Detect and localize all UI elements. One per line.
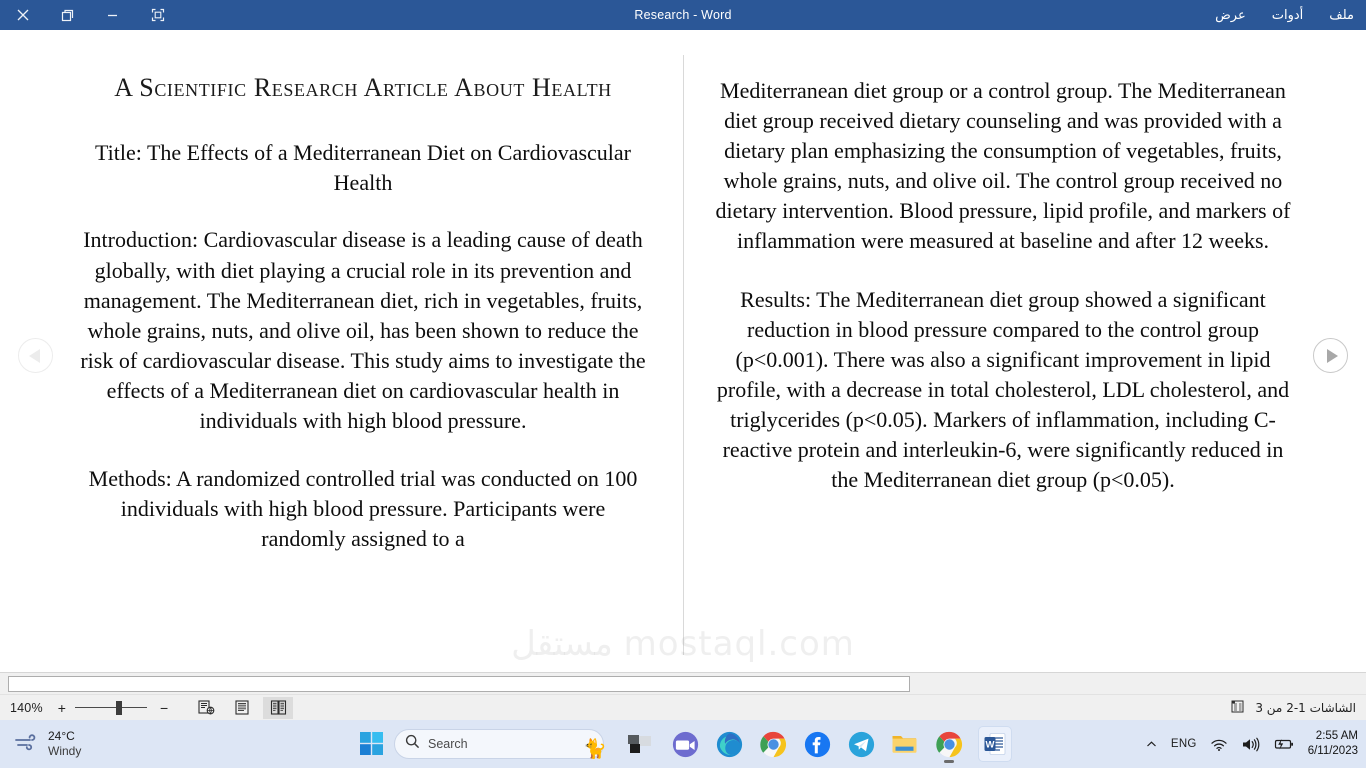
volume-icon[interactable] [1241, 737, 1260, 752]
windows-taskbar [0, 720, 1366, 768]
view-mode-buttons [191, 697, 293, 719]
document-canvas[interactable] [0, 30, 1366, 672]
window-title: Research - Word [634, 8, 732, 22]
windy-weather-icon [14, 732, 40, 757]
screen-layout-icon[interactable] [1230, 699, 1245, 717]
minimize-button[interactable] [90, 0, 135, 30]
horizontal-scrollbar-area[interactable] [0, 672, 1366, 694]
taskbar-app-icons [626, 726, 1012, 762]
system-tray [1145, 720, 1358, 768]
chrome-browser-icon[interactable] [758, 729, 788, 759]
menu-file[interactable]: ملف [1329, 7, 1354, 23]
zoom-slider[interactable] [75, 701, 147, 715]
restore-window-button[interactable] [45, 0, 90, 30]
tray-expand-chevron-up-icon[interactable] [1145, 738, 1158, 751]
zoom-slider-handle[interactable] [116, 701, 122, 715]
document-paragraph-results: Results: The Mediterranean diet group showed a significant reduction in blood pressure compared to the control group (p<0.001). There was also a significant improvement in lipid profile, with a decrease in total cholesterol, LDL cholesterol, and triglycerides (p<0.05). Markers of inflammation, including C-reactive protein and interleukin-6, were significantly reduced in the Mediterranean diet group (p<0.05). [716, 287, 1290, 493]
cat-widget-icon: 🐈 [583, 739, 607, 760]
chevron-right-icon [1327, 349, 1338, 363]
zoom-out-button[interactable]: − [159, 699, 169, 716]
page-divider [683, 55, 684, 655]
zoom-app-icon[interactable] [670, 729, 700, 759]
zoom-in-button[interactable]: + [57, 699, 66, 716]
file-explorer-icon[interactable] [890, 729, 920, 759]
taskbar-search-box[interactable] [394, 729, 607, 760]
battery-charging-icon[interactable] [1273, 737, 1295, 751]
horizontal-scrollbar-track[interactable] [8, 676, 910, 692]
fullscreen-button[interactable] [135, 0, 180, 30]
document-paragraph-methods: Methods: A randomized controlled trial was conducted on 100 individuals with high blood pressure. Participants were randomly assigned to a [88, 465, 638, 551]
menu-view[interactable]: عرض [1215, 7, 1246, 23]
document-heading: A Scientific Research Article About Health [114, 73, 612, 102]
window-controls [0, 0, 180, 30]
edge-browser-icon[interactable] [714, 729, 744, 759]
chevron-left-icon [29, 349, 40, 363]
document-paragraph-methods-continued: Mediterranean diet group or a control group. The Mediterranean diet group received dietary counseling and was provided with a dietary plan emphasizing the consumption of vegetables, fruits, whole grains, nuts, and olive oil. The control group received no dietary intervention. Blood pressure, lipid profile, and markers of inflammation were measured at baseline and after 12 weeks. [715, 78, 1291, 254]
language-indicator[interactable]: ENG [1170, 738, 1197, 750]
search-input-placeholder[interactable]: Search [428, 737, 468, 751]
wifi-icon[interactable] [1210, 737, 1228, 752]
telegram-icon[interactable] [846, 729, 876, 759]
weather-text [48, 729, 81, 759]
clock-date: 6/11/2023 [1307, 745, 1358, 757]
page-status-label: الشاشات 1-2 من 3 [1255, 701, 1356, 715]
document-page-left [78, 30, 648, 554]
chrome-browser-icon-2[interactable] [934, 729, 964, 759]
view-mode-two-page[interactable] [263, 697, 293, 719]
svg-text:W: W [985, 739, 995, 751]
task-view-icon[interactable] [626, 729, 656, 759]
status-bar-right [1230, 695, 1356, 721]
view-mode-single-page[interactable] [227, 697, 257, 719]
search-icon [405, 734, 420, 754]
zoom-slider-track [75, 707, 147, 709]
status-bar [0, 694, 1366, 720]
menu-tools[interactable]: أدوات [1271, 7, 1304, 23]
weather-condition: Windy [48, 744, 82, 758]
zoom-level-label[interactable]: 140% [10, 700, 43, 715]
clock-time: 2:55 AM [1315, 730, 1358, 743]
document-page-right [712, 30, 1294, 495]
next-page-button[interactable] [1313, 338, 1348, 373]
taskbar-center [358, 720, 1012, 768]
clock-widget[interactable] [1308, 729, 1358, 759]
title-bar [0, 0, 1366, 30]
previous-page-button[interactable] [18, 338, 53, 373]
watermark: مستقل mostaql.com [511, 624, 855, 664]
word-app-icon[interactable] [978, 726, 1012, 762]
running-indicator [944, 760, 954, 763]
weather-widget[interactable] [14, 729, 81, 759]
menu-bar [1215, 0, 1354, 30]
close-button[interactable] [0, 0, 45, 30]
facebook-icon[interactable] [802, 729, 832, 759]
document-title-line: Title: The Effects of a Mediterranean Diet on Cardiovascular Health [95, 139, 631, 195]
weather-temperature: 24°C [48, 729, 75, 743]
view-mode-web-layout[interactable] [191, 697, 221, 719]
windows-start-button[interactable] [358, 730, 386, 758]
document-paragraph-introduction: Introduction: Cardiovascular disease is a leading cause of death globally, with diet playing a crucial role in its prevention and management. The Mediterranean diet, rich in vegetables, fruits, whole grains, nuts, and olive oil, has been shown to reduce the risk of cardiovascular disease. This study aims to investigate the effects of a Mediterranean diet on cardiovascular health in individuals with high blood pressure. [80, 227, 646, 433]
